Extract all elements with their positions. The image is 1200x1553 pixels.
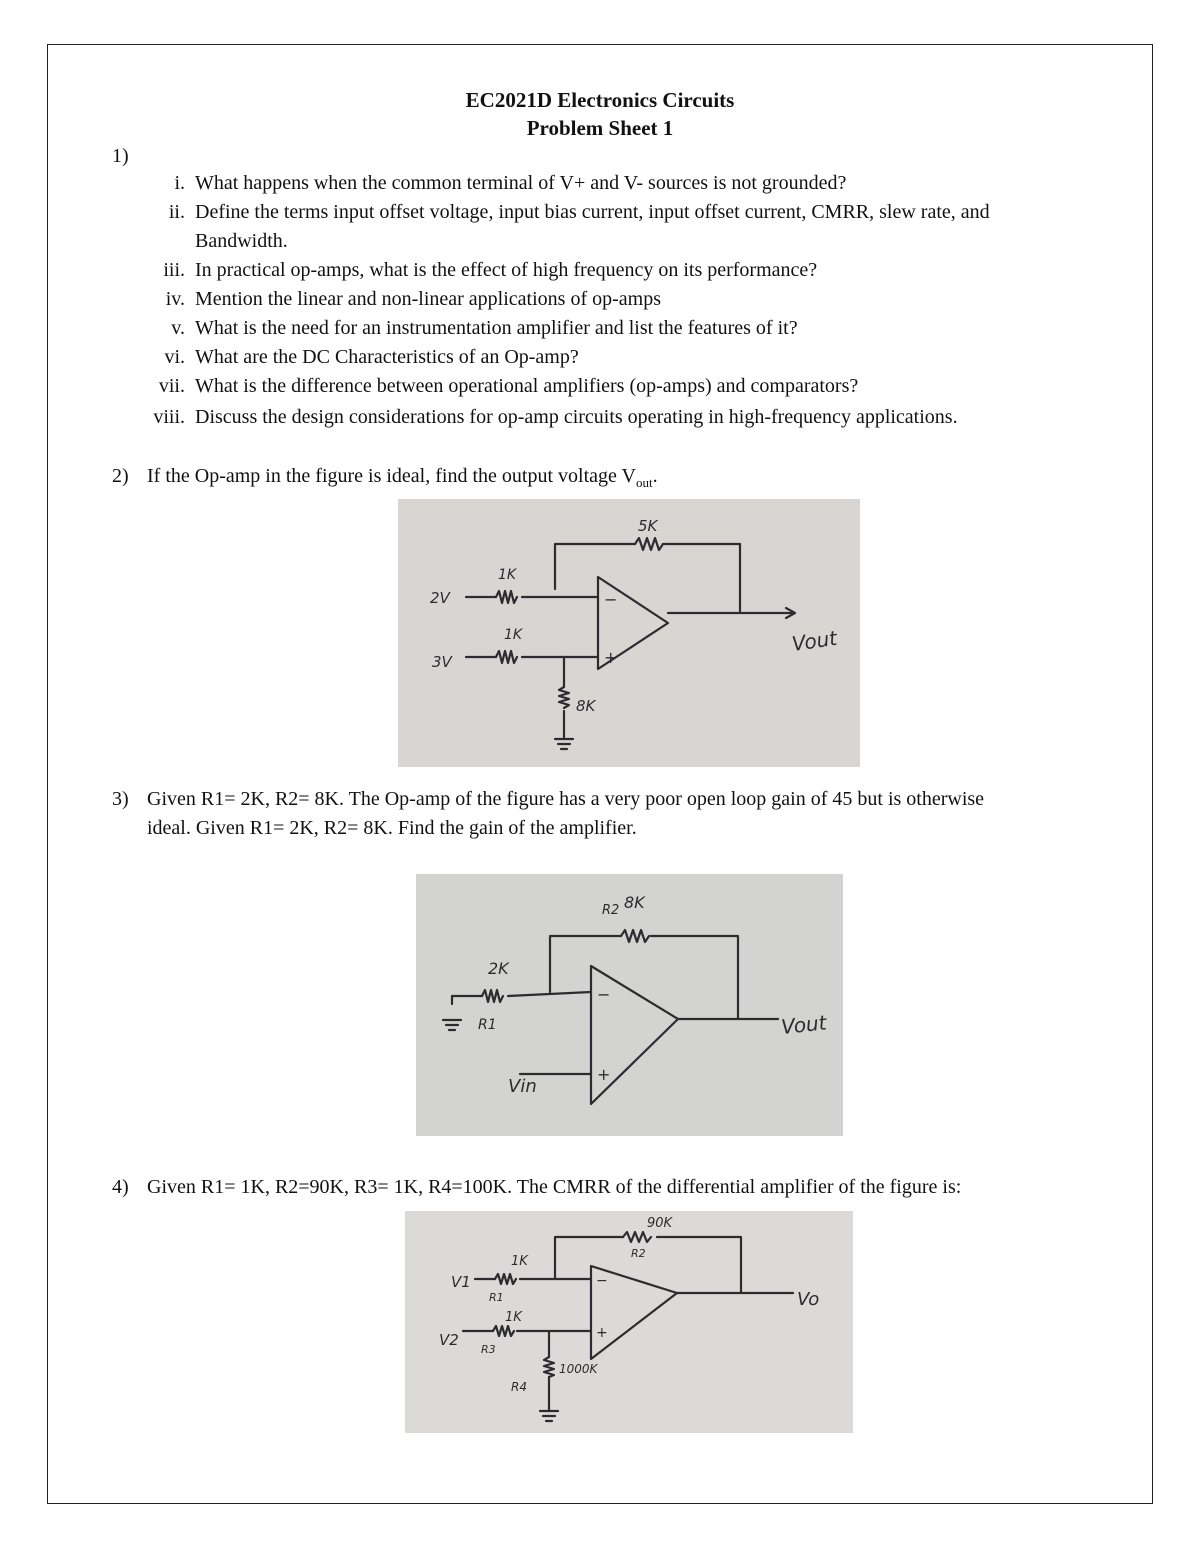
q2-number: 2)	[112, 465, 129, 487]
q4-circuit-drawing	[405, 1211, 853, 1433]
q1-item-2-text: Define the terms input offset voltage, input bias current, input offset current, CMRR, slew rate, and	[195, 201, 990, 223]
q3-label-r2: R2	[602, 903, 620, 918]
q3-circuit-photo	[416, 874, 843, 1136]
q2-text-main: If the Op-amp in the figure is ideal, find the output voltage V	[147, 465, 636, 487]
q4-label-r3: R3	[481, 1343, 496, 1356]
q4-label-v1: V1	[451, 1273, 471, 1291]
q1-item-6-text: What are the DC Characteristics of an Op-amp?	[195, 346, 579, 368]
q3-line-2: ideal. Given R1= 2K, R2= 8K. Find the gain of the amplifier.	[147, 817, 637, 839]
q2-text-sub: out	[635, 475, 653, 490]
q2-text-end: .	[652, 465, 658, 487]
q1-item-1-roman: i.	[174, 172, 185, 194]
q1-item-4-roman: iv.	[165, 288, 185, 310]
q2-label-r2: 1K	[504, 627, 523, 643]
q2-label-output: Vout	[790, 625, 839, 656]
q3-feedback-wire	[550, 936, 738, 1019]
q1-item-2-continuation: Bandwidth.	[195, 230, 288, 252]
q3-label-r2-value: 8K	[624, 893, 645, 912]
q2-r2-resistor	[496, 651, 517, 663]
sheet-title: Problem Sheet 1	[526, 116, 674, 140]
q1-item-7-text: What is the difference between operational amplifiers (op-amps) and comparators?	[195, 375, 859, 397]
q4-label-r4: R4	[511, 1380, 527, 1394]
q3-number: 3)	[112, 788, 129, 810]
q1-item-8-text: Discuss the design considerations for op-amp circuits operating in high-frequency applications.	[195, 406, 958, 428]
q4-r3-resistor	[493, 1326, 514, 1336]
q1-item-3-text: In practical op-amps, what is the effect of high frequency on its performance?	[195, 259, 818, 281]
q2-feedback-wire	[555, 544, 740, 611]
q2-label-feedback: 5K	[638, 517, 658, 535]
q4-label-r4-value: 1000K	[559, 1362, 598, 1376]
q4-number: 4)	[112, 1176, 129, 1198]
q3-r1-resistor	[482, 990, 503, 1002]
q3-line-1: Given R1= 2K, R2= 8K. The Op-amp of the figure has a very poor open loop gain of 45 but is otherwise	[147, 788, 985, 810]
q3-label-output: Vout	[780, 1010, 828, 1039]
q2-r1-resistor	[496, 591, 517, 603]
q2-label-rgnd: 8K	[576, 697, 596, 715]
q3-ground-symbol	[443, 1020, 461, 1030]
q4-label-r1: R1	[489, 1291, 504, 1304]
q2-circuit-drawing	[398, 499, 860, 767]
q3-label-r1-value: 2K	[488, 959, 509, 978]
q4-plus-sign: +	[596, 1325, 608, 1341]
q4-text: Given R1= 1K, R2=90K, R3= 1K, R4=100K. The CMRR of the differential amplifier of the figure is:	[147, 1176, 962, 1198]
q4-label-v2: V2	[439, 1331, 459, 1349]
q1-number: 1)	[112, 145, 129, 167]
q2-label-src1: 2V	[430, 589, 450, 607]
q1-item-7-roman: vii.	[158, 375, 185, 397]
q2-circuit-photo	[398, 499, 860, 767]
q4-r1-resistor	[495, 1274, 516, 1284]
q1-item-3-roman: iii.	[163, 259, 185, 281]
q2-label-r1: 1K	[498, 567, 517, 583]
q2-r3-resistor	[559, 687, 569, 708]
q1-item-2-roman: ii.	[168, 201, 185, 223]
q4-ground-symbol	[540, 1411, 558, 1421]
q4-circuit-photo	[405, 1211, 853, 1433]
q4-label-r1-value: 1K	[511, 1254, 528, 1269]
q3-label-r1: R1	[478, 1017, 497, 1033]
q2-minus-sign: −	[604, 590, 618, 609]
q1-item-4-text: Mention the linear and non-linear applications of op-amps	[195, 288, 661, 310]
q1-item-1-text: What happens when the common terminal of V+ and V- sources is not grounded?	[195, 172, 847, 194]
q4-label-r3-value: 1K	[505, 1310, 522, 1325]
q4-r2-resistor	[623, 1232, 651, 1242]
q4-r4-resistor	[544, 1357, 554, 1377]
q2-text	[147, 462, 658, 497]
q4-label-r2: R2	[631, 1247, 646, 1260]
q2-feedback-resistor	[635, 538, 663, 550]
q3-plus-sign: +	[597, 1065, 611, 1084]
q3-circuit-drawing	[416, 874, 843, 1136]
q2-label-src2: 3V	[432, 653, 452, 671]
q1-item-5-roman: v.	[171, 317, 185, 339]
q3-minus-sign: −	[597, 985, 611, 1004]
q1-item-8-roman: viii.	[153, 406, 185, 428]
q4-label-r2-value: 90K	[647, 1216, 673, 1231]
q3-inverting-wire	[452, 992, 591, 1004]
q2-plus-sign: +	[604, 648, 618, 667]
course-title: EC2021D Electronics Circuits	[465, 88, 735, 112]
q1-item-5-text: What is the need for an instrumentation amplifier and list the features of it?	[195, 317, 798, 339]
q3-label-input: Vin	[508, 1076, 537, 1097]
q3-r2-resistor	[621, 930, 649, 942]
q4-minus-sign: −	[596, 1273, 608, 1289]
q2-ground-symbol	[555, 739, 573, 749]
q4-label-output: Vo	[797, 1289, 820, 1310]
q1-item-6-roman: vi.	[164, 346, 185, 368]
